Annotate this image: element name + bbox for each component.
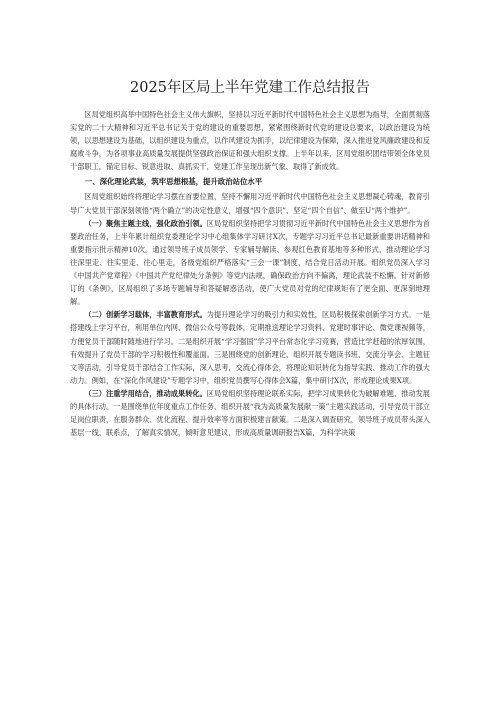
subsection-3-body: 区局党组织坚持理论联系实际，把学习成果转化为破解难题、推动发展的具体行动。一是围绕单位年度重点工作任务，组织开展“我为高质量发展献一策”主题实践活动，引导党员干部立足岗位职责，在服务群众、优化流程、提升效率等方面积极建言献策。二是深入调查研究，领导班子成员带头深入基层一线、联系点，了解真实情况，倾听意见建议，形成高质量调研报告X篇，为科学决策 [70, 388, 430, 438]
subsection-1-paragraph [70, 217, 430, 309]
subsection-3-lead: （三）注重学用结合，推动成果转化。 [84, 388, 207, 398]
section-1 [70, 175, 430, 439]
document-title: 2025年区局上半年党建工作总结报告 [130, 80, 370, 96]
subsection-2-lead: （二）创新学习载体，丰富教育形式。 [84, 310, 207, 320]
subsection-2-body: 为提升理论学习的吸引力和实效性，区局积极探索创新学习方式。一是搭建线上学习平台，利用单位内网、微信公众号等载体，定期推送理论学习资料、党建时事评论、微党课视频等，方便党员干部随时随地进行学习。二是组织开展“学习强国”学习平台常态化学习竞赛，营造比学赶超的浓厚氛围，有效提升了党员干部的学习积极性和覆盖面。三是围绕党的创新理论，组织开展专题读书班、交流分享会、主题征文等活动，引导党员干部结合工作实际，深入思考，交流心得体会，将理论知识转化为指导实践、推动工作的强大动力。例如，在“深化作风建设”专题学习中，组织党员撰写心得体会X篇，集中研讨X次，形成理论成果X项。 [70, 310, 430, 385]
subsection-1-body: 区局党组织坚持把学习贯彻习近平新时代中国特色社会主义思想作为首要政治任务，上半年累计组织党委理论学习中心组集体学习研讨X次，专题学习习近平总书记最新重要讲话精神和重要指示批示精神10次。通过领导班子成员领学、专家辅导解读、参观红色教育基地等多种形式，推动理论学习往深里走、往实里走、往心里走，各级党组织严格落实“三会一课”制度，结合党日活动开展。组织党员深入学习《中国共产党章程》《中国共产党纪律处分条例》等党内法规，确保政治方向不偏离，理论武装不松懈。针对新修订的《条例》，区局组织了多场专题辅导和答疑解惑活动，使广大党员对党的纪律规矩有了更全面、更深刻地理解。 [70, 218, 430, 307]
section-1-intro-paragraph: 区局党组织始终将理论学习摆在首要位置，坚持不懈用习近平新时代中国特色社会主义思想凝心铸魂，教育引导广大党员干部深刻领悟“两个确立”的决定性意义，增强“四个意识”、坚定“四个自信”、做至U“两个维护”。 [70, 192, 430, 215]
subsection-2-paragraph [70, 308, 430, 387]
section-1-heading: 一、深化理论武装，筑牢思想根基，提升政治站位水平 [84, 177, 263, 187]
subsection-1-lead: （一）聚焦主题主线，强化政治引领。 [84, 218, 207, 228]
intro-paragraph: 区局党组织高举中国特色社会主义伟大旗帜，坚持以习近平新时代中国特色社会主义思想为指导，全面贯彻落实党的二十大精神和习近平总书记关于党的建设的重要思想，紧紧围绕新时代党的建设总要求，以政治建设为统领，以思想建设为基础，以组织建设为重点，以作风建设为抓手，以纪律建设为保障，深入推进党风廉政建设和反腐败斗争，为各项事业高质量发展提供坚强政治保证和强大组织支撑。上半年以来，区局党组织团结带领全体党员干部职工，锚定目标、锐意进取、真抓实干，党建工作呈现出新气象、取得了新成效。 [70, 110, 430, 172]
subsection-3-paragraph [70, 387, 430, 439]
